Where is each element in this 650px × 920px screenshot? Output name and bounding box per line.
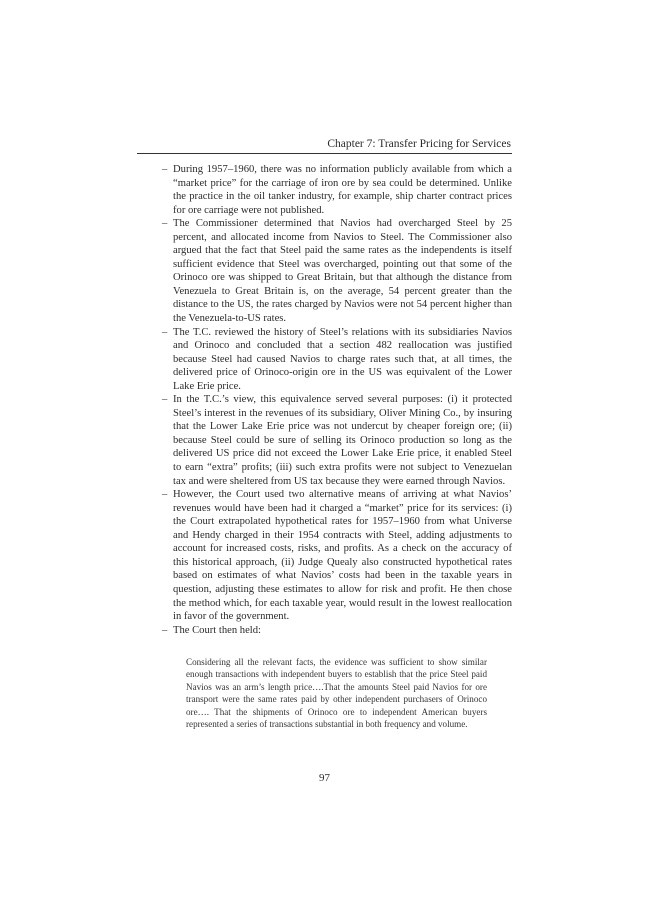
list-item — [162, 217, 512, 325]
page-number: 97 — [319, 772, 330, 784]
list-item-text: However, the Court used two alternative means of arriving at what Navios’ revenues would have been had it charged a “market” price for its services: (i) the Court extrapolated hypothetical rates for 1957–1960 from what Universe and Hendy charged in their 1954 contracts with Steel, adding adjustments to account for increased costs, risks, and profits. As a check on the accuracy of this historical approach, (ii) Judge Quealy also constructed hypothetical rates based on estimates of what Navios’ costs had been in the taxable years in question, adjusting these estimates to allow for risk and profit. He then chose the method which, for each taxable year, would result in the lowest reallocation in favor of the government. — [173, 489, 512, 623]
list-item — [162, 163, 512, 217]
list-item — [162, 488, 512, 623]
bullet-dash: – — [162, 489, 168, 501]
bullet-dash: – — [162, 394, 168, 406]
list-item-text: During 1957–1960, there was no information publicly available from which a “market price” for the carriage of iron ore by sea could be determined. Unlike the practice in the oil tanker industry, for example, ship charter contract prices for ore carriage were not published. — [173, 164, 512, 216]
block-quote: Considering all the relevant facts, the evidence was sufficient to show similar enough transactions with independent buyers to establish that the price Steel paid Navios was an arm’s length price….That the amounts Steel paid Navios for ore transport were the same rates paid by other independent purchasers of Orinoco ore…. That the shipments of Orinoco ore to independent American buyers represented a series of transactions substantial in both frequency and volume. — [186, 657, 487, 730]
list-item-text: The Commissioner determined that Navios had overcharged Steel by 25 percent, and allocated income from Navios to Steel. The Commissioner also argued that the fact that Steel paid the same rates as the independents is itself sufficient evidence that Steel was overcharged, pointing out that some of the Orinoco ore was shipped to Great Britain, but that although the distance from Venezuela to Great Britain is, on the average, 54 percent greater than the distance to the US, the rates charged by Navios were not 54 percent higher than the Venezuela-to-US rates. — [173, 218, 512, 325]
list-item — [162, 624, 512, 638]
bullet-dash: – — [162, 326, 168, 338]
list-item-text: In the T.C.’s view, this equivalence served several purposes: (i) it protected Steel’s interest in the revenues of its subsidiary, Oliver Mining Co., by insuring that the Lower Lake Erie price was not undercut by cheaper foreign ore; (ii) because Steel could be sure of selling its Orinoco production so long as the delivered US price did not exceed the Lower Lake Erie price, it enabled Steel to earn “extra” profits; (iii) such extra profits were not subject to Venezuelan tax and were sheltered from US tax because they were earned through Navios. — [173, 394, 512, 487]
running-head: Chapter 7: Transfer Pricing for Services — [327, 138, 511, 150]
bullet-dash: – — [162, 624, 168, 636]
list-item-text: The Court then held: — [173, 624, 261, 636]
header-rule — [137, 153, 512, 154]
bullet-list — [162, 163, 512, 637]
bullet-dash: – — [162, 164, 168, 175]
list-item — [162, 393, 512, 488]
list-item — [162, 326, 512, 394]
list-item-text: The T.C. reviewed the history of Steel’s relations with its subsidiaries Navios and Orinoco and concluded that a section 482 reallocation was justified because Steel had caused Navios to charge rates such that, at all times, the delivered price of Orinoco-origin ore in the US was equivalent of the Lower Lake Erie price. — [173, 326, 512, 392]
bullet-dash: – — [162, 218, 168, 230]
